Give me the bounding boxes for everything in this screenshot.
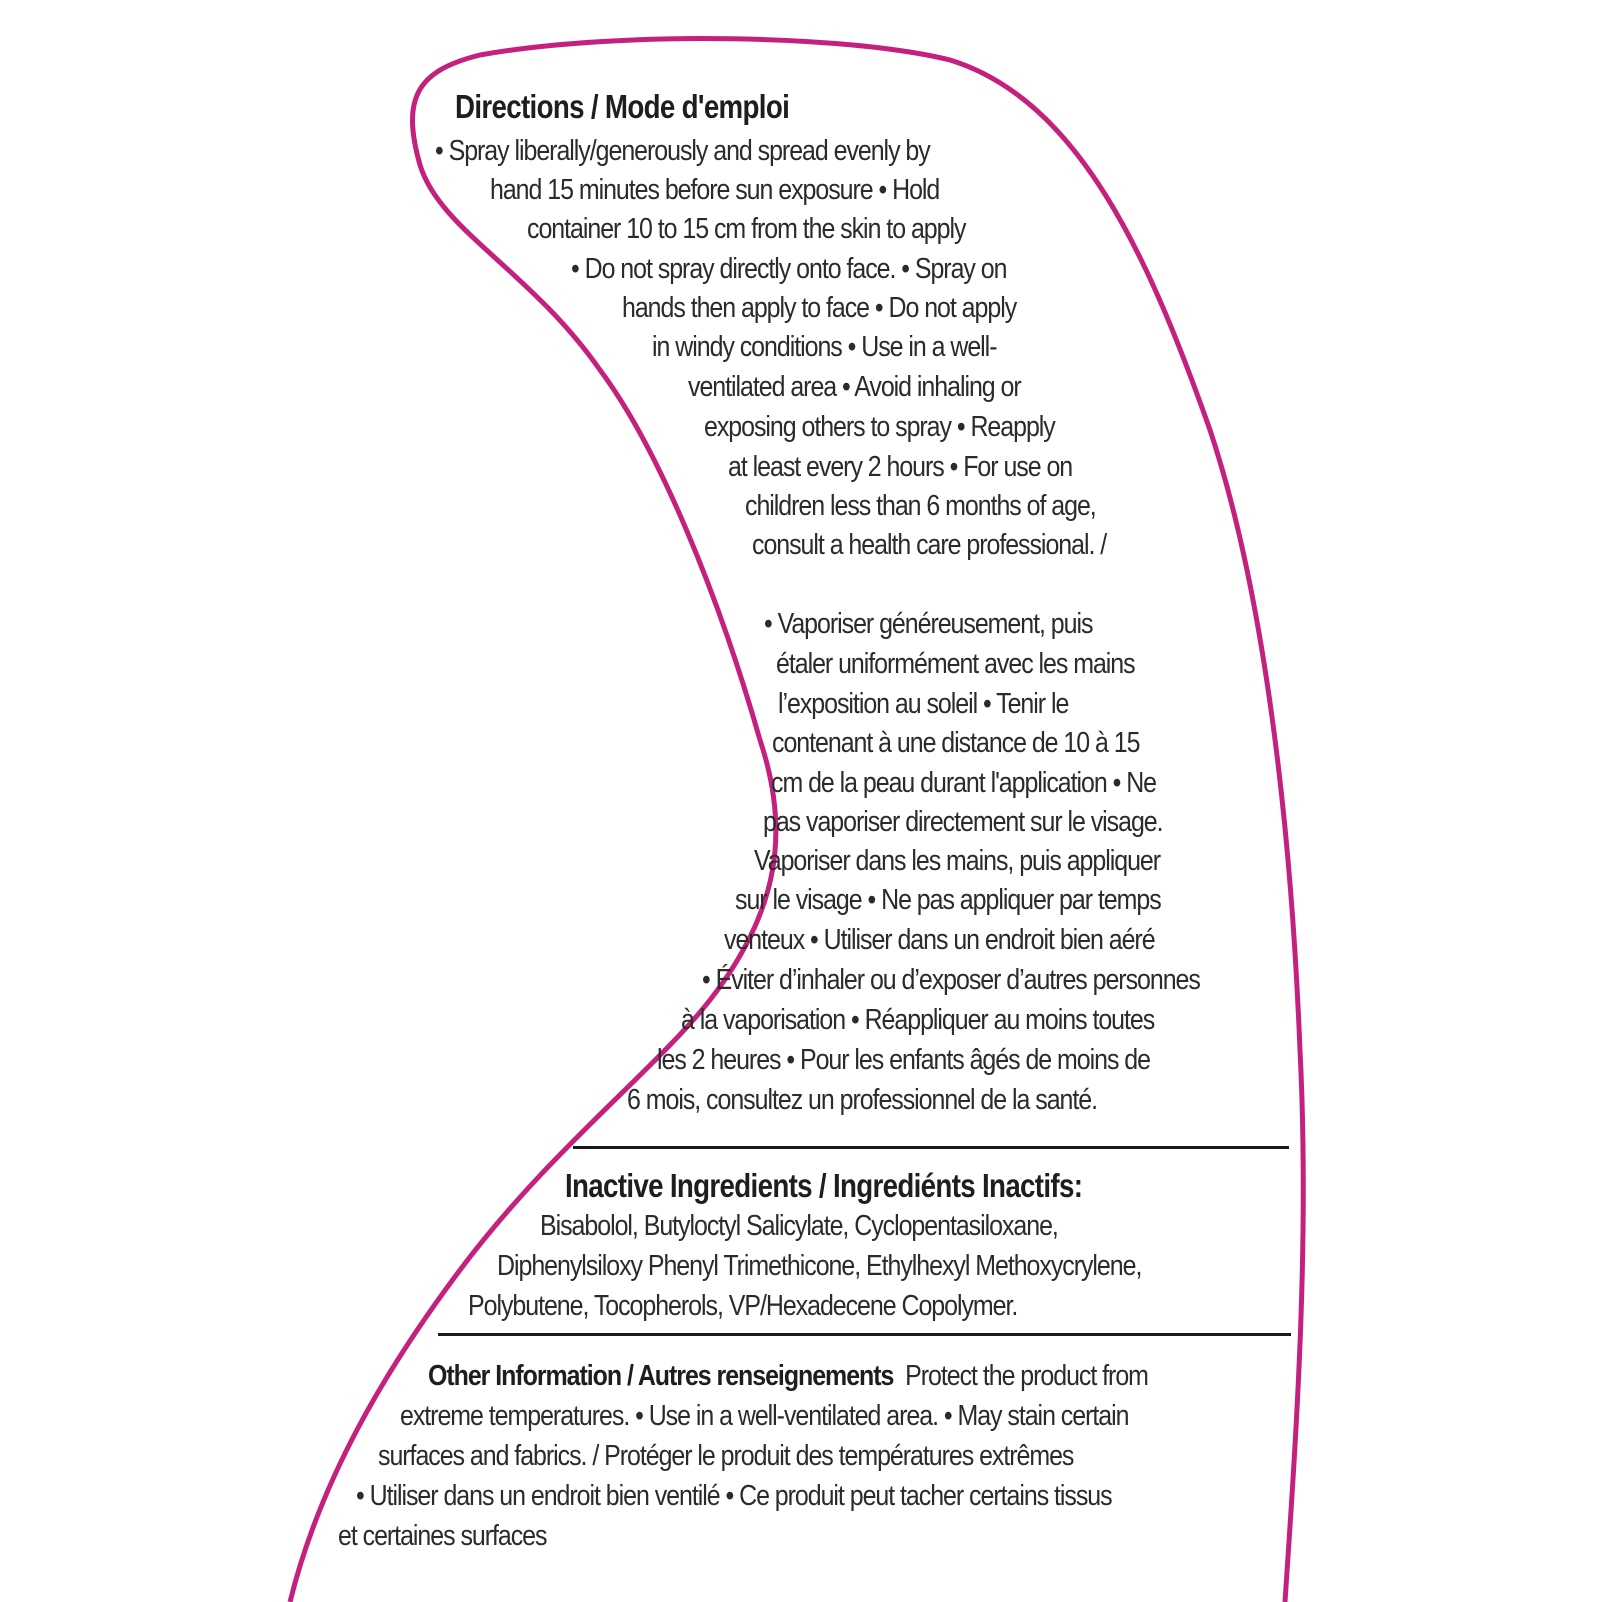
directions-fr-line: étaler uniformément avec les mains [776, 648, 1135, 680]
directions-en-line: ventilated area • Avoid inhaling or [688, 371, 1021, 403]
other-information-first-line [428, 1358, 1148, 1394]
inactive-ingredients-line: Polybutene, Tocopherols, VP/Hexadecene Copolymer. [468, 1290, 1018, 1322]
directions-en-line: at least every 2 hours • For use on [728, 451, 1073, 483]
directions-en-line: in windy conditions • Use in a well- [652, 331, 997, 363]
directions-fr-line: l’exposition au soleil • Tenir le [778, 688, 1069, 720]
other-information-line: surfaces and fabrics. / Protéger le produit des températures extrêmes [378, 1440, 1074, 1472]
directions-fr-line: les 2 heures • Pour les enfants âgés de moins de [657, 1044, 1150, 1076]
section-divider [438, 1333, 1291, 1336]
directions-en-line: children less than 6 months of age, [745, 490, 1096, 522]
other-information-first-text: Protect the product from [905, 1360, 1148, 1392]
other-information-line: extreme temperatures. • Use in a well-ventilated area. • May stain certain [400, 1400, 1129, 1432]
other-information-heading: Other Information / Autres renseignements [428, 1360, 894, 1392]
section-divider [573, 1146, 1289, 1149]
directions-fr-line: pas vaporiser directement sur le visage. [763, 806, 1163, 838]
other-information-line: • Utiliser dans un endroit bien ventilé • Ce produit peut tacher certains tissus [356, 1480, 1112, 1512]
directions-fr-line: sur le visage • Ne pas appliquer par temps [735, 884, 1161, 916]
directions-en-line: exposing others to spray • Reapply [704, 411, 1055, 443]
inactive-ingredients-heading: Inactive Ingredients / Ingrediénts Inactifs: [565, 1167, 1083, 1204]
inactive-ingredients-line: Bisabolol, Butyloctyl Salicylate, Cyclopentasiloxane, [540, 1210, 1058, 1242]
directions-fr-line: contenant à une distance de 10 à 15 [772, 727, 1140, 759]
directions-heading: Directions / Mode d'emploi [455, 88, 790, 125]
directions-fr-line: cm de la peau durant l'application • Ne [771, 767, 1157, 799]
directions-en-line: consult a health care professional. / [752, 529, 1107, 561]
inactive-ingredients-line: Diphenylsiloxy Phenyl Trimethicone, Ethylhexyl Methoxycrylene, [497, 1250, 1142, 1282]
directions-fr-line: • Éviter d’inhaler ou d’exposer d’autres personnes [702, 964, 1200, 996]
directions-fr-line: Vaporiser dans les mains, puis appliquer [754, 845, 1161, 877]
directions-en-line: • Do not spray directly onto face. • Spray on [571, 253, 1007, 285]
directions-en-line: hands then apply to face • Do not apply [622, 292, 1017, 324]
other-information-line: et certaines surfaces [338, 1520, 547, 1552]
directions-en-line: • Spray liberally/generously and spread evenly by [435, 135, 930, 167]
directions-en-line: hand 15 minutes before sun exposure • Hold [490, 174, 940, 206]
directions-fr-line: 6 mois, consultez un professionnel de la santé. [627, 1084, 1098, 1116]
directions-fr-line: • Vaporiser généreusement, puis [764, 608, 1093, 640]
directions-fr-line: à la vaporisation • Réappliquer au moins toutes [681, 1004, 1155, 1036]
directions-fr-line: venteux • Utiliser dans un endroit bien aéré [724, 924, 1155, 956]
directions-en-line: container 10 to 15 cm from the skin to apply [527, 213, 966, 245]
